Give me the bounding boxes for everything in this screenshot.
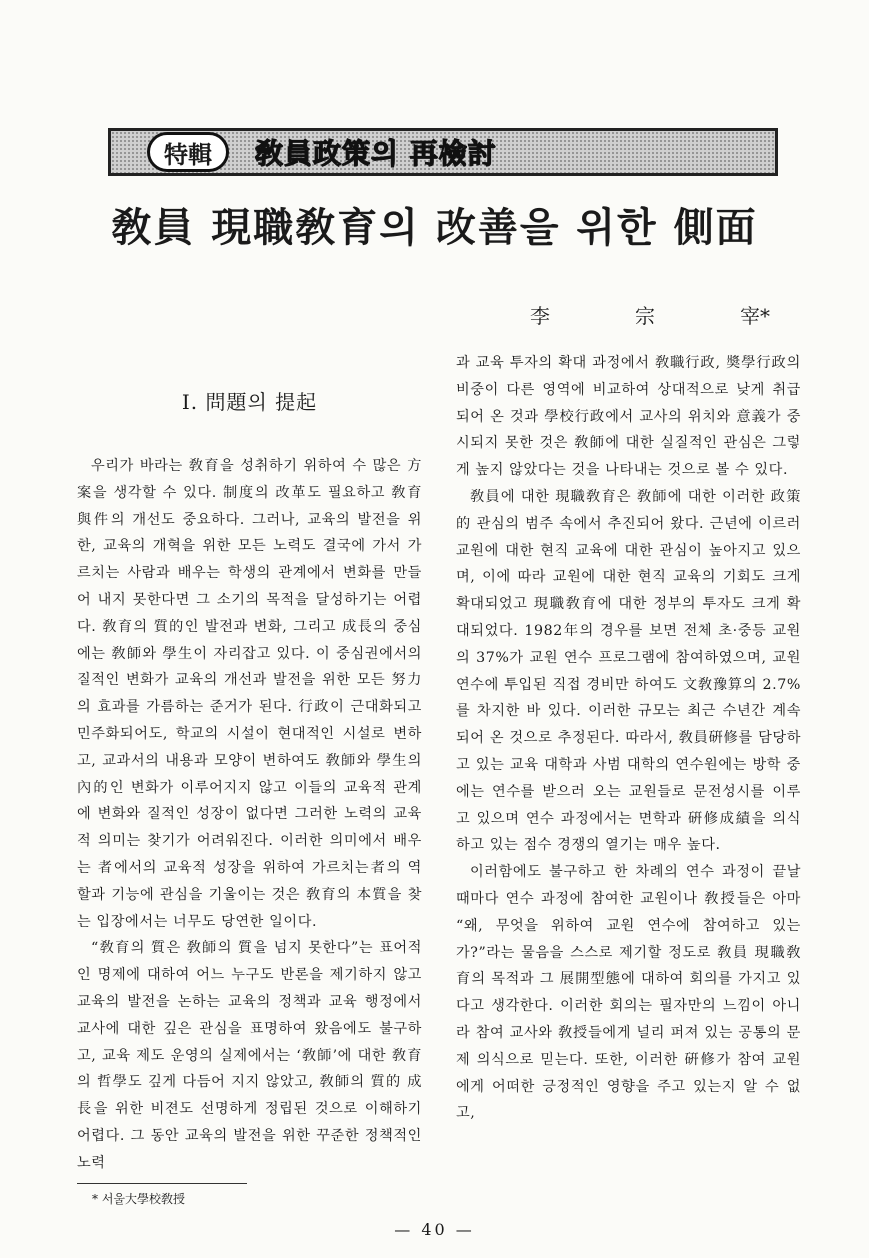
right-column — [456, 350, 801, 1127]
series-title: 敎員政策의 再檢討 — [255, 137, 497, 170]
article-title: 敎員 現職敎育의 改善을 위한 側面 — [111, 204, 758, 251]
body-paragraph: 과 교육 투자의 확대 과정에서 敎職行政, 奬學行政의 비중이 다른 영역에 비교하여 상대적으로 낮게 취급되어 온 것과 學校行政에서 교사의 위치와 意義가 중시되지 못한 것은 敎師에 대한 실질적인 관심은 그렇게 높지 않았다는 것을 나타내는 것으로 볼 수 있다. — [456, 355, 801, 479]
special-feature-banner — [108, 128, 778, 176]
special-feature-tag: 特輯 — [147, 132, 229, 172]
left-column — [77, 350, 422, 1177]
body-paragraph: 이러함에도 불구하고 한 차례의 연수 과정이 끝날 때마다 연수 과정에 참여한 교원이나 敎授들은 아마 “왜, 무엇을 위하여 교원 연수에 참여하고 있는가?”라는 물음을 스스로 제기할 정도로 敎員 現職敎育의 목적과 그 展開型態에 대하여 회의를 가지고 있다고 생각한다. 이러한 회의는 필자만의 느낌이 아니라 참여 교사와 敎授들에게 널리 퍼져 있는 공통의 문제 의식으로 믿는다. 또한, 이러한 硏修가 참여 교원에게 어떠한 긍정적인 영향을 주고 있는지 알 수 없고, — [456, 864, 801, 1122]
author-char: 李 — [530, 304, 550, 328]
author-char: 宰* — [740, 304, 770, 328]
author-name — [530, 300, 770, 329]
page-number: — 40 — — [394, 1220, 475, 1239]
author-footnote: * 서울大學校敎授 — [92, 1192, 185, 1206]
body-paragraph: “敎育의 質은 敎師의 質을 넘지 못한다”는 표어적인 명제에 대하여 어느 누구도 반론을 제기하지 않고 교육의 발전을 논하는 교육의 정책과 교육 행정에서 교사에 대한 깊은 관심을 표명하여 왔음에도 불구하고, 교육 제도 운영의 실제에서는 ‘敎師’에 대한 敎育의 哲學도 깊게 다듬어 지지 않았고, 敎師의 質的 成長을 위한 비젼도 선명하게 정립된 것으로 이해하기 어렵다. 그 동안 교육의 발전을 위한 꾸준한 정책적인 노력 — [77, 940, 422, 1171]
section-heading: I. 問題의 提起 — [181, 390, 318, 414]
body-paragraph: 敎員에 대한 現職敎育은 敎師에 대한 이러한 政策的 관심의 범주 속에서 추진되어 왔다. 근년에 이르러 교원에 대한 현직 교육에 대한 관심이 높아지고 있으며, 이에 따라 교원에 대한 현직 교육의 기회도 크게 확대되었고 現職敎育에 대한 정부의 투자도 크게 확대되었다. 1982年의 경우를 보면 전체 초·중등 교원의 37%가 교원 연수 프로그램에 참여하였으며, 교원 연수에 투입된 직접 경비만 하여도 文敎豫算의 2.7%를 차지한 바 있다. 이러한 규모는 최근 수년간 계속되어 온 것으로 추정된다. 따라서, 敎員硏修를 담당하고 있는 교육 대학과 사범 대학의 연수원에는 방학 중에는 연수를 받으러 오는 교원들로 문전성시를 이루고 있으며 연수 과정에서는 면학과 硏修成績을 의식하고 있는 점수 경쟁의 열기는 매우 높다. — [456, 488, 801, 854]
author-char: 宗 — [635, 304, 655, 328]
footnote-divider — [77, 1183, 247, 1184]
body-paragraph: 우리가 바라는 敎育을 성취하기 위하여 수 많은 方案을 생각할 수 있다. 制度의 改革도 필요하고 敎育與件의 개선도 중요하다. 그러나, 교육의 발전을 위한, 교육의 개혁을 위한 모든 노력도 결국에 가서 가르치는 사람과 배우는 학생의 관계에서 변화를 만들어 내지 못한다면 그 소기의 목적을 달성하기는 어렵다. 敎育의 質的인 발전과 변화, 그리고 成長의 중심에는 敎師와 學生이 자리잡고 있다. 이 중심권에서의 질적인 변화가 교육의 개선과 발전을 위한 모든 努力의 효과를 가름하는 준거가 된다. 行政이 근대화되고 민주화되어도, 학교의 시설이 현대적인 시설로 변하고, 교과서의 내용과 모양이 변하여도 敎師와 學生의 內的인 변화가 이루어지지 않고 이들의 교육적 관계에 변화와 질적인 성장이 없다면 그러한 노력의 교육적 의미는 찾기가 어려워진다. 이러한 의미에서 배우는 者에서의 교육적 성장을 위하여 가르치는者의 역할과 기능에 관심을 기울이는 것은 敎育의 本質을 찾는 입장에서는 너무도 당연한 일이다. — [77, 458, 422, 930]
